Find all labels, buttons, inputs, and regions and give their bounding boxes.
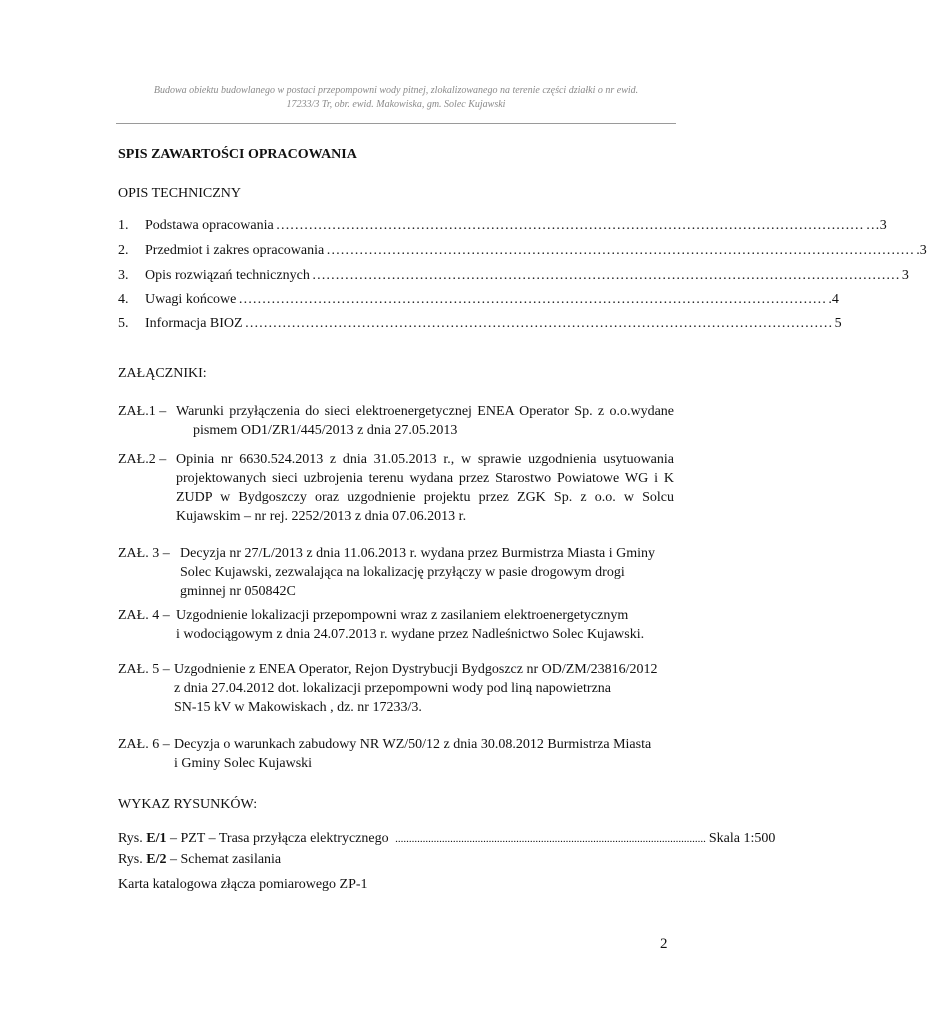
attachment-code: ZAŁ. 3 – [118, 546, 170, 561]
drawing-leader: ................................................................................................................. [395, 833, 706, 845]
attachment-line: Decyzja o warunkach zabudowy NR WZ/50/12 z dnia 30.08.2012 Burmistrza Miasta [174, 737, 652, 752]
header-line-1: Budowa obiektu budowlanego w postaci przepompowni wody pitnej, zlokalizowanego na terenie części działki o nr ewid. [153, 85, 639, 96]
attachment-line: Opinia nr 6630.524.2013 z dnia 31.05.2013 r., w sprawie uzgodnienia usytuowania [176, 452, 674, 467]
attachment-code: ZAŁ. 5 – [118, 662, 170, 677]
attachment-line: SN-15 kV w Makowiskach , dz. nr 17233/3. [174, 700, 422, 715]
attachment-item [118, 544, 674, 601]
toc-item-page: .4 [828, 292, 839, 307]
drawing-prefix: Rys. [118, 831, 147, 846]
toc-item-number: 5. [118, 316, 129, 331]
toc-item-label: Przedmiot i zakres opracowania [145, 243, 325, 258]
attachment-line: projektowanych sieci uzbrojenia terenu wydana przez Starostwo Powiatowe WG i K [176, 471, 674, 486]
toc-item-label: Informacja BIOZ [145, 316, 243, 331]
attachment-line: i wodociągowym z dnia 24.07.2013 r. wydane przez Nadleśnictwo Solec Kujawski. [176, 627, 645, 642]
attachment-code: ZAŁ. 4 – [118, 608, 170, 623]
toc-item-page: …3 [865, 218, 887, 233]
attachment-item [118, 450, 674, 526]
page-header [118, 84, 674, 112]
header-divider [116, 123, 676, 124]
toc-item-label: Opis rozwiązań technicznych [145, 268, 310, 283]
attachment-line: Kujawskim – nr rej. 2252/2013 z dnia 07.06.2013 r. [176, 509, 467, 524]
attachment-line: i Gminy Solec Kujawski [174, 756, 313, 771]
attachment-item [118, 402, 674, 440]
section-heading-opis: OPIS TECHNICZNY [118, 186, 242, 201]
drawing-title: – PZT – Trasa przyłącza elektrycznego [166, 831, 393, 846]
section-heading-zalaczniki: ZAŁĄCZNIKI: [118, 366, 207, 381]
drawing-scale: Skala 1:500 [708, 831, 776, 846]
attachment-item [118, 606, 674, 644]
toc-item-page: 5 [834, 316, 842, 331]
toc-item-page: .3 [916, 243, 927, 258]
toc-item [118, 218, 887, 234]
toc-item-number: 1. [118, 218, 129, 233]
attachment-line: z dnia 27.04.2012 dot. lokalizacji przepompowni wody pod liną napowietrzna [174, 681, 612, 696]
toc-leader: ……………………………………………………………………………………………………………… [326, 243, 915, 258]
toc-item-label: Podstawa opracowania [145, 218, 274, 233]
catalog-card-line: Karta katalogowa złącza pomiarowego ZP-1 [118, 877, 368, 892]
attachment-line: ZUDP w Bydgoszczy oraz uzgodnienie projektu przez ZGK Sp. z o.o. w Solcu [176, 490, 674, 505]
drawing-code: E/2 [146, 852, 167, 867]
attachment-code: ZAŁ. 6 – [118, 737, 170, 752]
document-title: SPIS ZAWARTOŚCI OPRACOWANIA [118, 147, 357, 162]
attachment-line: gminnej nr 050842C [180, 584, 296, 599]
drawing-prefix: Rys. [118, 852, 147, 867]
drawing-item [118, 831, 776, 847]
attachment-item [118, 660, 674, 717]
section-heading-rysunki: WYKAZ RYSUNKÓW: [118, 797, 258, 812]
toc-item-page: 3 [901, 268, 909, 283]
attachment-line: Warunki przyłączenia do sieci elektroenergetycznej ENEA Operator Sp. z o.o.wydane [176, 404, 674, 419]
attachment-line: Uzgodnienie z ENEA Operator, Rejon Dystrybucji Bydgoszcz nr OD/ZM/23816/2012 [174, 662, 658, 677]
attachment-item [118, 735, 674, 773]
toc-item-number: 3. [118, 268, 129, 283]
drawing-item [118, 852, 674, 868]
attachment-line: pismem OD1/ZR1/445/2013 z dnia 27.05.2013 [193, 423, 458, 438]
toc-leader: ……………………………………………………………………………………………………………… [244, 316, 833, 331]
drawing-code: E/1 [146, 831, 167, 846]
toc-item [118, 292, 839, 308]
toc-leader: ……………………………………………………………………………………………………………… [275, 218, 864, 233]
toc-item [118, 243, 927, 259]
attachment-line: Decyzja nr 27/L/2013 z dnia 11.06.2013 r. wydana przez Burmistrza Miasta i Gminy [180, 546, 655, 561]
toc-item [118, 316, 842, 332]
attachment-line: Solec Kujawski, zezwalająca na lokalizację przyłączy w pasie drogowym drogi [180, 565, 625, 580]
toc-item-number: 4. [118, 292, 129, 307]
toc-item-number: 2. [118, 243, 129, 258]
header-line-2: 17233/3 Tr, obr. ewid. Makowiska, gm. Solec Kujawski [286, 99, 506, 110]
toc-leader: ……………………………………………………………………………………………………………… [238, 292, 827, 307]
attachment-line: Uzgodnienie lokalizacji przepompowni wraz z zasilaniem elektroenergetycznym [176, 608, 629, 623]
drawing-title: – Schemat zasilania [166, 852, 282, 867]
toc-item-label: Uwagi końcowe [145, 292, 237, 307]
attachment-code: ZAŁ.1 – [118, 404, 167, 419]
attachment-code: ZAŁ.2 – [118, 452, 167, 467]
toc-item [118, 268, 909, 284]
page-number: 2 [660, 936, 668, 952]
toc-leader: ……………………………………………………………………………………………………………… [311, 268, 900, 283]
